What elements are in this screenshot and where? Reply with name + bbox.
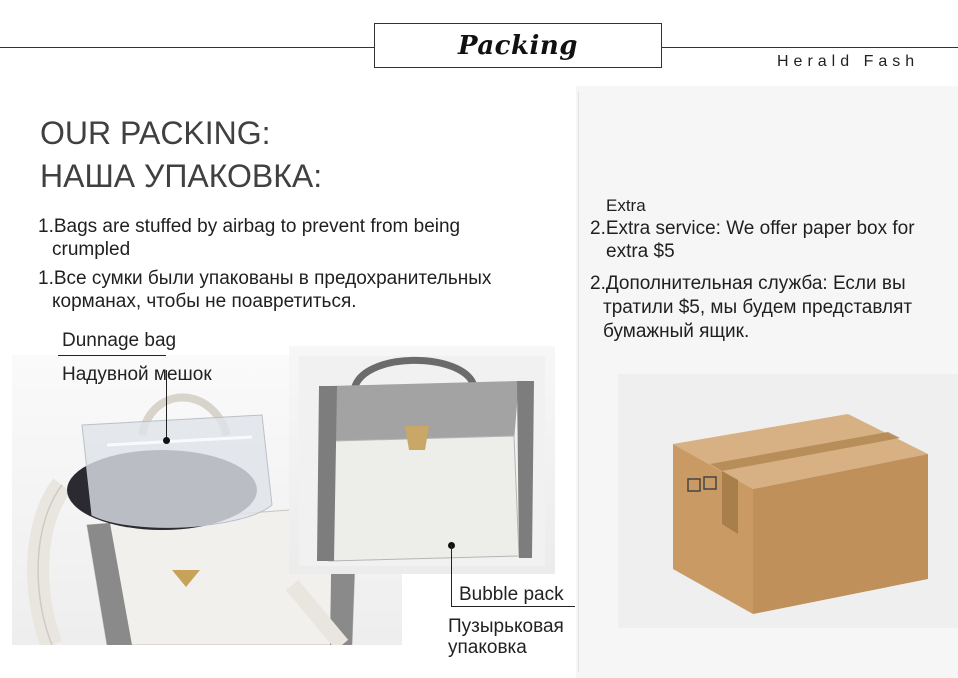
- item2-ru-line3: бумажный ящик.: [603, 321, 750, 342]
- heading-english: OUR PACKING:: [40, 115, 271, 151]
- item1-en-line1: 1.Bags are stuffed by airbag to prevent from being: [38, 216, 461, 237]
- header-rule-left: [0, 47, 374, 48]
- item2-en-line1: 2.Extra service: We offer paper box for: [590, 218, 915, 239]
- item1-ru-line1: 1.Все сумки были упакованы в предохранительных: [38, 268, 492, 289]
- bubble-label-ru-line2: упаковка: [448, 637, 527, 658]
- bubble-pack-photo: [289, 346, 555, 574]
- bubble-callout-line: [451, 545, 452, 607]
- item2-ru-line2: тратили $5, мы будем представлят: [603, 297, 913, 318]
- paper-box-photo: [618, 374, 958, 628]
- extra-label: Extra: [606, 196, 646, 215]
- item2-ru-line1: 2.Дополнительная служба: Если вы: [590, 273, 906, 294]
- item1-en-line2: crumpled: [52, 239, 131, 260]
- cardboard-box-illustration: [618, 374, 958, 628]
- column-divider: [578, 92, 579, 672]
- item1-ru-line2: корманах, чтобы не поавретиться.: [52, 291, 357, 312]
- dunnage-callout-tick: [58, 355, 166, 356]
- bubble-callout-tick: [451, 606, 575, 607]
- brand-name: Herald Fash: [777, 53, 920, 70]
- bubble-label-en: Bubble pack: [459, 584, 564, 605]
- bubble-label-ru-line1: Пузырьковая: [448, 616, 564, 637]
- dunnage-label-en: Dunnage bag: [62, 330, 177, 351]
- item2-en-line2: extra $5: [606, 241, 675, 262]
- dunnage-label-ru: Надувной мешок: [62, 364, 212, 385]
- heading-russian: НАША УПАКОВКА:: [40, 158, 323, 194]
- dunnage-callout-dot: [163, 437, 170, 444]
- title-box: [374, 23, 662, 68]
- header-rule-right: [662, 47, 958, 48]
- page-title: Packing: [457, 30, 578, 61]
- bubble-wrapped-bag-illustration: [289, 346, 555, 574]
